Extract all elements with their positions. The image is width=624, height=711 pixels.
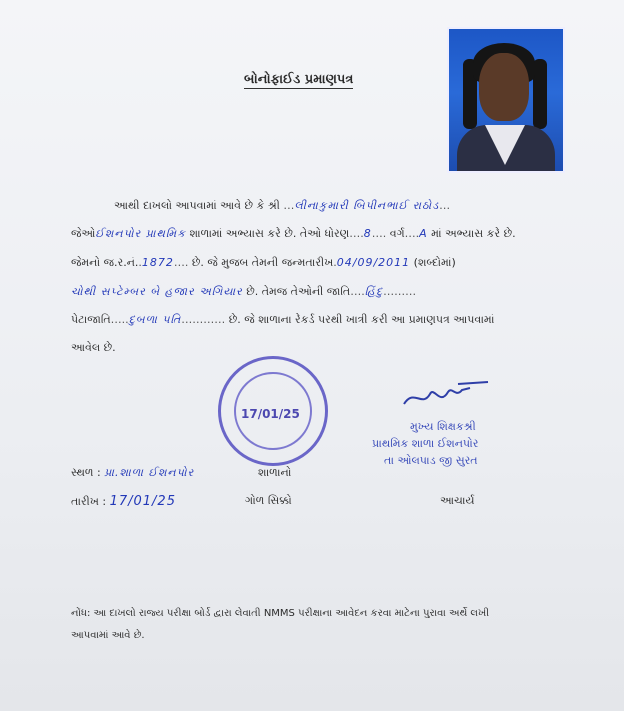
standard-value: 8 — [363, 227, 372, 240]
school-name: ઈશનપોર પ્રાથમિક — [95, 227, 186, 240]
signature-line-3: તા ઓલપાડ જી સુરત — [384, 454, 478, 467]
body-line-3: જેમનો જ.ર.નં..1872…. છે. જે મુજબ તેમની જન્મતારીખ.04/09/2011 (શબ્દોમાં) — [71, 256, 456, 269]
principal-label: આચાર્ય — [440, 494, 475, 507]
date-value: 17/01/25 — [109, 494, 176, 509]
gr-number: 1872 — [141, 256, 174, 269]
certificate-title: બોનોફાઈડ પ્રમાણપત્ર — [244, 72, 354, 87]
note-line-2: આપવામાં આવે છે. — [71, 630, 145, 641]
body-line-2: જેઓઈશનપોર પ્રાથમિક શાળામાં અભ્યાસ કરે છે. તેઓ ધોરણ….8…. વર્ગ….A માં અભ્યાસ કરે છે. — [71, 227, 516, 240]
school-round-stamp — [218, 356, 328, 466]
subcaste-value: દુબળા પતિ — [128, 313, 182, 326]
place-label: સ્થળ : — [71, 466, 101, 479]
signature-line-2: પ્રાથમિક શાળા ઈશનપોર — [372, 437, 479, 450]
body-line-1: આથી દાખલો આપવામાં આવે છે કે શ્રી …લીનાકુમારી બિપીનભાઈ રાઠોડ… — [114, 199, 451, 212]
signature-line-1: મુખ્ય શિક્ષકશ્રી — [410, 420, 476, 433]
stamp-date: 17/01/25 — [241, 407, 300, 421]
stamp-caption-1: શાળાનો — [258, 466, 292, 479]
body-line-4: ચોથી સપ્ટેમ્બર બે હજાર અગિયાર છે. તેમજ તેઓની જાતિ….હિંદુ……… — [71, 285, 417, 298]
class-value: A — [419, 227, 428, 240]
stamp-caption-2: ગોળ સિક્કો — [245, 494, 292, 507]
student-name: લીનાકુમારી બિપીનભાઈ રાઠોડ — [294, 199, 440, 212]
body-line-5: પેટાજાતિ…..દુબળા પતિ………… છે. જે શાળાના રેકર્ડ પરથી ખાત્રી કરી આ પ્રમાણપત્ર આપવામાં — [71, 313, 495, 326]
date-label: તારીખ : — [71, 495, 107, 508]
note-line-1: નોંધ: આ દાખલો રાજ્ય પરીક્ષા બોર્ડ દ્વારા લેવાતી NMMS પરીક્ષાના આવેદન કરવા માટેના પુરાવા અર્થે લખી — [71, 608, 490, 619]
body-line-6: આવેલ છે. — [71, 341, 116, 354]
photo-face — [479, 53, 529, 121]
place-value: પ્રા.શાળા ઈશનપોર — [104, 466, 195, 479]
photo-braid-right — [533, 59, 547, 129]
caste-value: હિંદુ — [364, 285, 384, 298]
place-row — [71, 466, 194, 480]
birth-date: 04/09/2011 — [336, 256, 411, 269]
date-row — [71, 494, 176, 509]
birth-date-words: ચોથી સપ્ટેમ્બર બે હજાર અગિયાર — [71, 285, 243, 298]
student-photo — [447, 27, 565, 173]
intro-text: આથી દાખલો આપવામાં આવે છે કે શ્રી — [114, 199, 280, 212]
principal-signature — [400, 378, 492, 414]
